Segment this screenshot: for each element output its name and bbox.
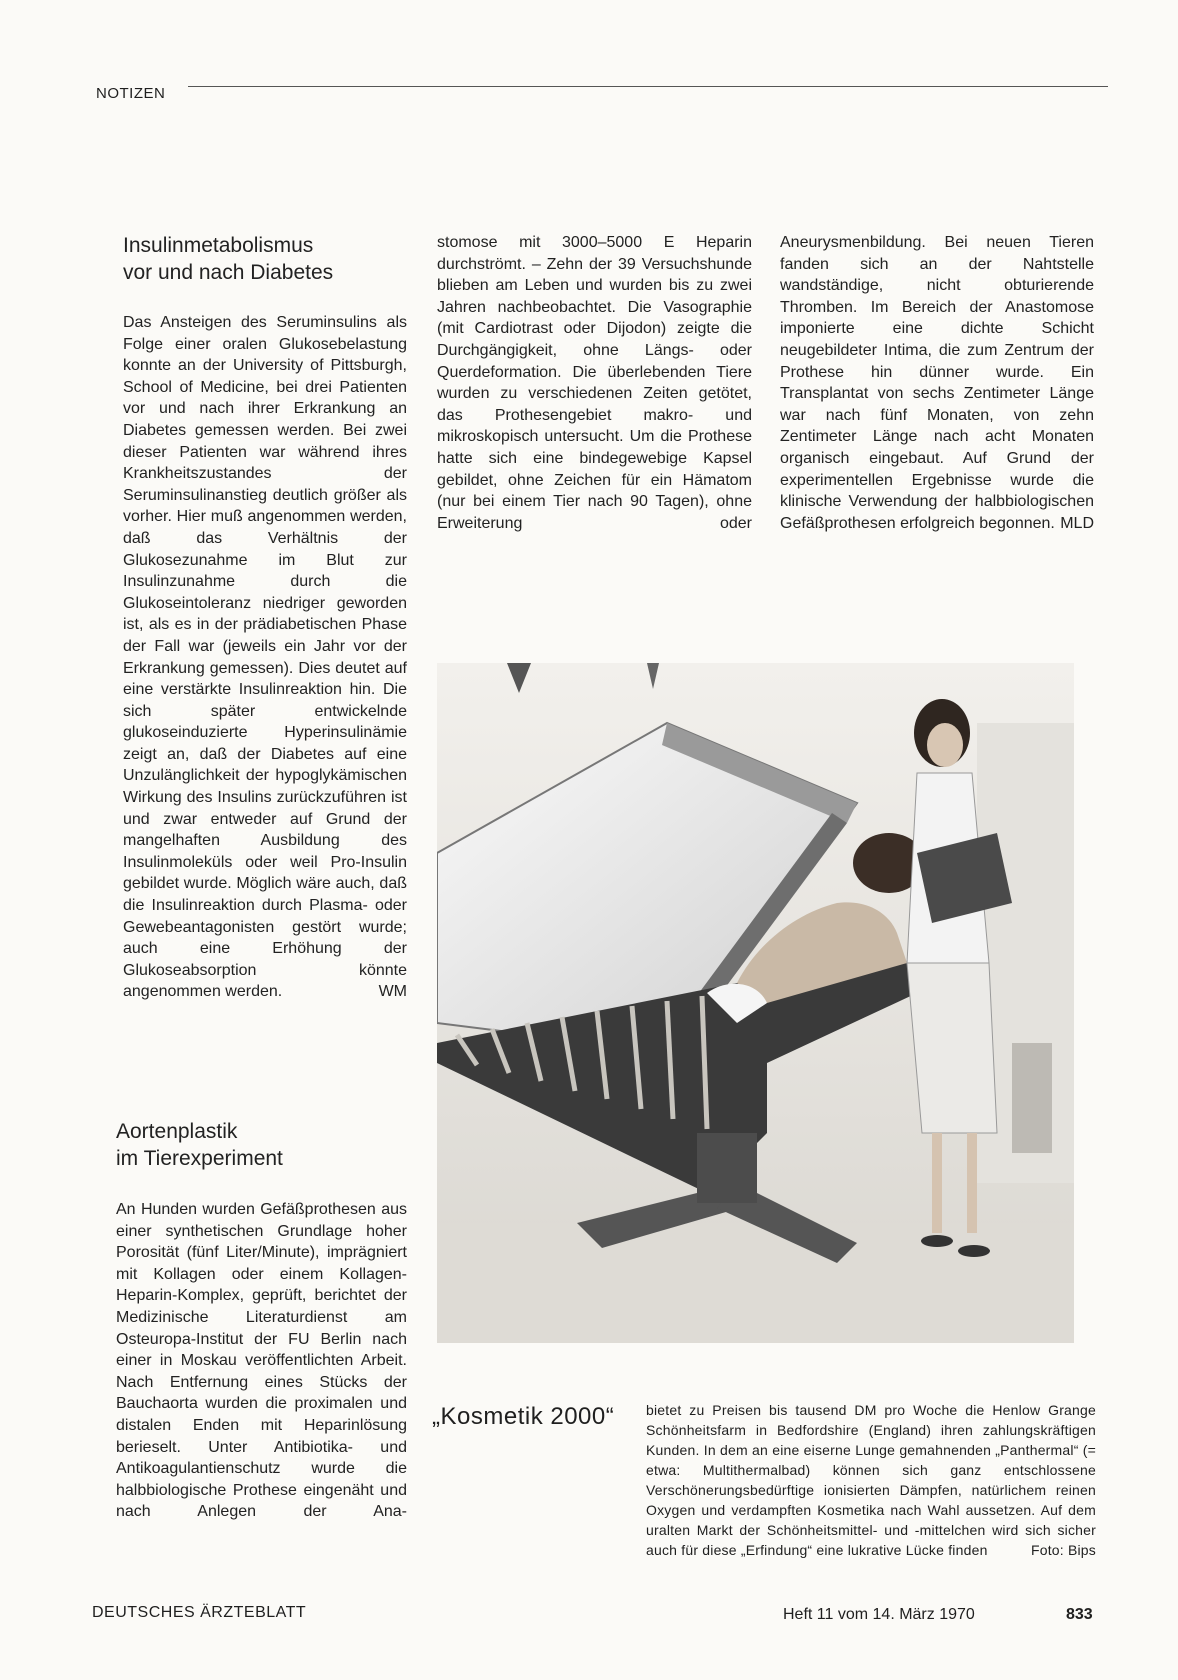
article2-body-col3 <box>780 232 1094 534</box>
article2-body-col3-text: Aneurysmenbildung. Bei neuen Tieren fanden sich an der Nahtstelle wandständige, nicht obturierende Thromben. Im Bereich der Anastomose imponierte eine dichte Schicht neugebildeter Intima, die zum Zentrum der Prothese hin dünner wurde. Ein Transplantat von sechs Zentimeter Länge war nach fünf Monaten, von zehn Zentimeter Länge nach acht Monaten organisch eingebaut. Auf Grund der experimentellen Ergebnisse wurde die klinische Verwendung der halbbiologischen Gefäßprothesen erfolgreich begonnen. <box>780 234 1094 532</box>
caption-title: „Kosmetik 2000“ <box>432 1403 615 1430</box>
article2-signature: MLD <box>1060 514 1094 532</box>
article1-title-line1: Insulinmetabolismus <box>123 234 314 257</box>
journal-name: DEUTSCHES ÄRZTEBLATT <box>92 1604 307 1621</box>
article2-body-col2: stomose mit 3000–5000 E Heparin durchströmt. – Zehn der 39 Versuchshunde blieben am Leben und wurden bis zu zwei Jahren nachbeobachtet. Die Vasographie (mit Cardiotrast oder Dijodon) zeigte die Durchgängigkeit, ohne Längs- oder Querdeformation. Die überlebenden Tiere wurden zu verschiedenen Zeiten getötet, das Prothesengebiet makro- und mikroskopisch untersucht. Um die Prothese hatte sich eine bindegewebige Kapsel gebildet, ohne Zeichen für ein Hämatom (nur bei einem Tier nach 90 Tagen), ohne Erweiterung oder <box>437 234 752 532</box>
section-header: NOTIZEN <box>96 85 166 102</box>
article2-title-line2: im Tierexperiment <box>116 1147 283 1170</box>
article2-column-3 <box>780 232 1094 534</box>
photo-panthermal <box>437 663 1074 1343</box>
caption-text: bietet zu Preisen bis tausend DM pro Woche die Henlow Grange Schönheitsfarm in Bedfordshire (England) ihren zahlungskräftigen Kunden. In dem an eine eiserne Lunge gemahnenden „Panthermal“ (= etwa: Multithermalbad) können sich ganz entschlossene Verschönerungsbedürftige ionisierten Dämpfen, natürlichem reinen Oxygen und verdampften Kosmetika nach Wahl aussetzen. Auf dem uralten Markt der Schönheitsmittel- und -mittelchen wird sich sicher auch für diese „Erfindung“ eine lukrative Lücke finden <box>646 1402 1096 1558</box>
photo-caption <box>432 1400 1096 1560</box>
page-number: 833 <box>1066 1606 1093 1623</box>
issue-info: Heft 11 vom 14. März 1970 <box>783 1606 975 1623</box>
photo-credit: Foto: Bips <box>1030 1542 1096 1558</box>
article1-body <box>123 312 407 1003</box>
article1-body-text: Das Ansteigen des Seruminsulins als Folge einer oralen Glukosebelastung konnte an der University of Pittsburgh, School of Medicine, bei drei Patienten vor und nach ihrer Erkrankung an Diabetes gemessen werden. Bei zwei dieser Patienten war während ihres Krankheitszustandes der Seruminsulinanstieg deutlich größer als vorher. Hier muß angenommen werden, daß das Verhältnis der Glukosezunahme im Blut zur Insulinzunahme durch die Glukoseintoleranz niedriger geworden ist, als es in der prädiabetischen Phase der Fall war (jeweils ein Jahr vor der Erkrankung gemessen). Dies deutet auf eine verstärkte Insulinreaktion hin. Die sich später entwickelnde glukoseinduzierte Hyperinsulinämie zeigt an, daß der Diabetes auf eine Unzulänglichkeit der hypoglykämischen Wirkung des Insulins zurückzuführen ist und zwar entweder auf Grund der mangelhaften Ausbildung des Insulinmoleküls oder weil Pro-Insulin gebildet wurde. Möglich wäre auch, daß die Insulinreaktion durch Plasma- oder Gewebeantagonisten gestört wurde; auch eine Erhöhung der Glukoseabsorption könnte angenommen werden. <box>123 314 407 1001</box>
article2-body-col1: An Hunden wurden Gefäßprothesen aus einer synthetischen Grundlage hoher Porosität (fünf Liter/Minute), imprägniert mit Kollagen oder einem Kollagen-Heparin-Komplex, geprüft, berichtet der Medizinische Literaturdienst am Osteuropa-Institut der FU Berlin nach einer in Moskau veröffentlichten Arbeit. Nach Entfernung eines Stücks der Bauchaorta wurden die proximalen und distalen Enden mit Heparinlösung berieselt. Unter Antibiotika- und Antikoagulantienschutz wurde die halbbiologische Prothese eingenäht und nach Anlegen der Ana- <box>116 1201 407 1521</box>
header-rule <box>188 86 1108 87</box>
article2-title-line1: Aortenplastik <box>116 1120 238 1143</box>
article1-title-line2: vor und nach Diabetes <box>123 261 334 284</box>
article2-title <box>116 1118 283 1172</box>
article1-signature: WM <box>378 983 407 1001</box>
article2-column-2 <box>437 232 752 534</box>
article1-body-column <box>123 312 407 1003</box>
article1-title <box>123 232 333 286</box>
article2-column-1 <box>116 1199 407 1523</box>
